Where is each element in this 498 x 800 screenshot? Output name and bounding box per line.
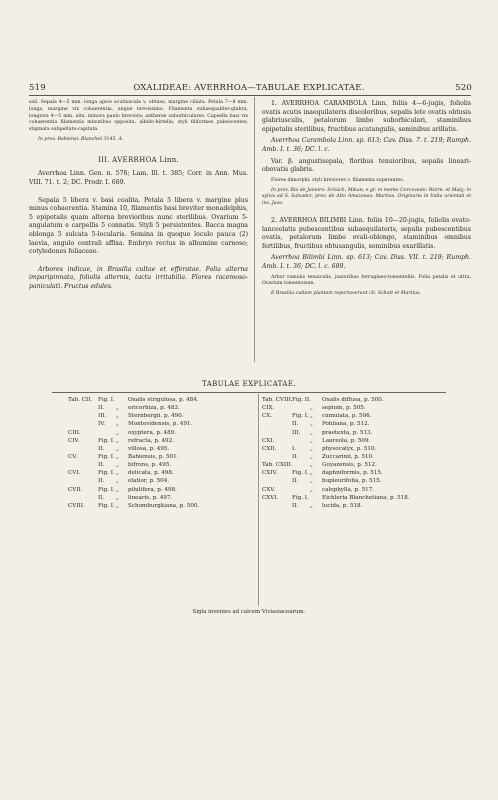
- figure-number: IV.: [98, 421, 106, 428]
- plate-entry: [68, 445, 258, 453]
- species-2-reference: Averrhoa Bilimbi Linn. sp. 613; Cav. Diss. VII. t. 219; Rumph. Amb. I. t. 36; DC. l. c. 689.: [262, 254, 471, 270]
- plate-entry: [68, 494, 258, 502]
- species-name: linearis, p. 497.: [128, 494, 173, 501]
- plate-number: CXVI.: [262, 494, 279, 501]
- species-name: lucida, p. 518.: [322, 502, 363, 509]
- plate-entry: [68, 486, 258, 494]
- plate-entry: [68, 469, 258, 477]
- plate-entry: [262, 486, 452, 494]
- species-2-diagnosis: 2. AVERRHOA BILIMBI Linn. foliis 10—20-jugis, foliolis ovato-lanceolatis pubescentibus subaequilateris, sepalis pubescentibus ovatis, petalorum limbo ovali-oblongo, staminibus omnibus fertilibus, fructibus obtusangulis, seminibus exarillatis.: [262, 216, 471, 250]
- species-name: Zuccarinii, p. 510.: [322, 453, 374, 460]
- figure-number: Fig. I.: [292, 470, 309, 477]
- ditto-mark: „: [310, 413, 313, 420]
- species-2-locality: E Brasilia cultam plantam reportaverunt cll. Schott et Martius.: [271, 291, 421, 297]
- plate-entry: [262, 437, 452, 445]
- ditto-mark: „: [310, 486, 313, 493]
- ditto-mark: „: [116, 413, 119, 420]
- figure-number: I.: [292, 445, 296, 452]
- ditto-mark: „: [310, 470, 313, 477]
- ditto-mark: „: [116, 421, 119, 428]
- ditto-mark: „: [116, 453, 119, 460]
- plate-number: CIX.: [262, 405, 275, 412]
- plate-entry: [68, 477, 258, 485]
- plate-entry: [68, 461, 258, 469]
- tabulae-left-list: [68, 396, 258, 510]
- genus-note: Arbores indicae, in Brasilia cultae et efferatae. Folia alterna imparipinnata, foliolis alternis, tactu irritabilia. Flores racemoso-paniculati. Fructus edules.: [29, 265, 248, 290]
- plate-entry: [68, 453, 258, 461]
- species-name: pilulifera, p. 498.: [128, 486, 177, 493]
- species-2-description: Arbor ramulis tenuiculis, junioribus ferrugineo-tomentellis. Folia petalis et ultra. Ovarium tomentosum.: [262, 274, 471, 287]
- species-1-reference: Averrhoa Carambola Linn. sp. 613; Cav. Diss. 7. t. 219; Rumph. Amb. I. t. 36; DC. l. c.: [262, 137, 471, 153]
- figure-number: Fig. I.: [98, 437, 115, 444]
- right-column: [262, 100, 471, 301]
- plate-entry: [262, 412, 452, 420]
- species-name: ericorhiza, p. 483.: [128, 405, 180, 412]
- plate-number: CV.: [68, 453, 78, 460]
- figure-number: III.: [98, 413, 107, 420]
- species-name: bifrons, p. 495.: [128, 462, 172, 469]
- ditto-mark: „: [310, 437, 313, 444]
- species-name: delicata, p. 498.: [128, 470, 174, 477]
- ditto-mark: „: [116, 445, 119, 452]
- genus-heading: III. AVERRHOA Linn.: [97, 155, 180, 164]
- genus-reference: Averrhoa Linn. Gen. n. 576; Lam. Ill. t. 385; Corr. in Ann. Mus. VIII. 71. t. 2; DC. Prodr. I. 689.: [29, 170, 248, 186]
- ditto-mark: „: [116, 470, 119, 477]
- species-name: calophylla, p. 517.: [322, 486, 375, 493]
- plate-number: CIII.: [68, 429, 81, 436]
- ditto-mark: „: [310, 429, 313, 436]
- tabulae-rule: [52, 392, 446, 393]
- species-name: Goyazensis, p. 512.: [322, 462, 377, 469]
- species-1-locality: In prov. Rio de Janeiro: Schüch, Mikan; e gr. in monte Corcovado: Warm. et Maly; in sylvis ad S. Salvador, prov. de Alto Amazonas: Martius. Originaria in India orientali et ins. Java.: [262, 187, 471, 207]
- header-rule: [29, 95, 471, 96]
- species-name: bupleurifolia, p. 515.: [322, 478, 382, 485]
- plate-number: CVII.: [68, 486, 83, 493]
- plate-entry: [262, 429, 452, 437]
- tabulae-divider: [258, 394, 259, 606]
- plate-entry: [68, 502, 258, 510]
- ditto-mark: „: [116, 486, 119, 493]
- plate-entry: [68, 404, 258, 412]
- species-name: Eichleria Blanchetiana, p. 518.: [322, 494, 410, 501]
- plate-entry: [262, 445, 452, 453]
- figure-number: II.: [292, 478, 299, 485]
- plate-number: CXIV.: [262, 470, 278, 477]
- plate-number: CXV.: [262, 486, 276, 493]
- species-1-diagnosis: 1. AVERRHOA CARAMBOLA Linn. foliis 4—6-jugis, foliolis ovatis acutis inaequilateris discoloribus, sepalis lete ovatis obtusis glabriusculis, petalorum limbo suborbiculari, staminibus epipetalis sterilibus, fructibus acutangulis, seminibus arillatis.: [262, 100, 471, 133]
- figure-number: Fig. I.: [98, 470, 115, 477]
- ditto-mark: „: [310, 462, 313, 469]
- figure-number: Fig. I.: [98, 486, 115, 493]
- plate-entry: [262, 494, 452, 502]
- species-name: daphniformis, p. 515.: [322, 470, 383, 477]
- plate-number: CVIII.: [68, 502, 85, 509]
- plate-entry: [262, 396, 452, 404]
- ditto-mark: „: [116, 429, 119, 436]
- species-name: Sternbergii. p. 490.: [128, 413, 184, 420]
- figure-number: Fig. II.: [292, 397, 312, 403]
- species-name: Montevidensis, p. 491.: [128, 421, 193, 428]
- plate-number: CXII.: [262, 445, 277, 452]
- figure-number: II.: [98, 462, 105, 469]
- plate-entry: [262, 404, 452, 412]
- species-name: Oxalis strigulosa, p. 484.: [128, 397, 199, 403]
- tabulae-right-list: [262, 396, 452, 510]
- page-number-right: 520: [455, 83, 472, 93]
- figure-number: II.: [98, 445, 105, 452]
- species-name: sepium, p. 505.: [322, 405, 366, 412]
- ditto-mark: „: [310, 453, 313, 460]
- column-divider: [254, 97, 255, 362]
- plate-entry: [262, 502, 452, 510]
- plate-number: CX.: [262, 413, 273, 420]
- figure-number: Fig. I.: [98, 453, 115, 460]
- figure-number: II.: [98, 478, 105, 485]
- figure-number: II.: [292, 502, 299, 509]
- ditto-mark: „: [116, 478, 119, 485]
- ditto-mark: „: [310, 478, 313, 485]
- plate-number: Tab. CVIII.: [262, 397, 293, 403]
- plate-entry: [68, 437, 258, 445]
- species-name: Schomburgkiana, p. 500.: [128, 502, 200, 509]
- plate-number: Tab. CII.: [68, 397, 93, 403]
- figure-number: II.: [292, 453, 299, 460]
- species-1-variety: Var. β. angustisepala, floribus tenuioribus, sepalis lineari-obovatis glabris.: [262, 157, 471, 174]
- figure-number: Fig. I.: [292, 494, 309, 501]
- ditto-mark: „: [116, 502, 119, 509]
- species-name: elatior, p. 504.: [128, 478, 170, 485]
- plate-entry: [68, 412, 258, 420]
- plate-number: CIV.: [68, 437, 80, 444]
- plate-number: Tab. CXIII.: [262, 462, 293, 469]
- sigla-note: Sigla invenies ad calcem Viviasiacearum.: [192, 609, 306, 615]
- plate-number: CXI.: [262, 437, 275, 444]
- ditto-mark: „: [116, 462, 119, 469]
- page-title: OXALIDEAE: AVERRHOA—TABULAE EXPLICATAE.: [133, 83, 365, 93]
- species-name: Laureola, p. 509.: [322, 437, 371, 444]
- species-name: Bahiensis, p. 501.: [128, 453, 179, 460]
- continued-description: sali. Sepala 4—5 mm. longa apice acutiuscula v. obtusa, margine ciliata. Petala 7—8 mm. longa, margine vix cohaerentia, ungue brevissimo. Filamenta subaequaliter-glabra, longiora 4—5 mm. alta, minora paulo breviora; antherae suborbiculares. Capsella basi vix cohaerentia filamentis minutibus opposita, albido-hirtella; styli filiformes pubescentes; stigmata subpeltato-capitata.: [29, 100, 248, 133]
- ditto-mark: „: [116, 405, 119, 412]
- ditto-mark: „: [310, 502, 313, 509]
- plate-entry: [68, 396, 258, 404]
- figure-number: Fig. I.: [292, 413, 309, 420]
- plate-entry: [68, 429, 258, 437]
- species-name: Oxalis diffusa, p. 500.: [322, 397, 384, 403]
- locality-reference: In prov. Bahiensi: Blanchet 3145. A.: [38, 136, 124, 142]
- species-name: physocalyx, p. 510.: [322, 445, 377, 452]
- figure-number: Fig. I.: [98, 397, 115, 403]
- plate-entry: [262, 461, 452, 469]
- species-name: cumulata, p. 506.: [322, 413, 372, 420]
- ditto-mark: „: [310, 445, 313, 452]
- plate-entry: [262, 453, 452, 461]
- species-name: praetexta, p. 513.: [322, 429, 373, 436]
- figure-number: II.: [98, 494, 105, 501]
- plate-entry: [262, 477, 452, 485]
- species-name: oxyptera, p. 489.: [128, 429, 176, 436]
- species-name: Pohliana, p. 512.: [322, 421, 370, 428]
- ditto-mark: „: [116, 494, 119, 501]
- figure-number: Fig. I.: [98, 502, 115, 509]
- species-name: refracta, p. 492.: [128, 437, 174, 444]
- figure-number: II.: [98, 405, 105, 412]
- figure-number: III.: [292, 429, 301, 436]
- ditto-mark: „: [310, 405, 313, 412]
- species-1-flores: Flores dimorphi: styli breviores v. filamenta superantes.: [271, 177, 405, 183]
- species-name: villosa, p. 495.: [128, 445, 170, 452]
- plate-entry: [262, 469, 452, 477]
- tabulae-title: TABULAE EXPLICATAE.: [202, 380, 296, 388]
- ditto-mark: „: [310, 421, 313, 428]
- page-number-left: 519: [29, 83, 46, 93]
- plate-entry: [68, 420, 258, 428]
- left-column: [29, 100, 248, 295]
- ditto-mark: „: [116, 437, 119, 444]
- plate-number: CVI.: [68, 470, 81, 477]
- plate-entry: [262, 420, 452, 428]
- figure-number: II.: [292, 421, 299, 428]
- genus-description: Sepala 5 libera v. basi coalita. Petala 5 libera v. margine plus minus cohaerentia. Stamina 10, filamentis basi breviter monadelphis, 5 epipetalis quam alterna brevioribus nunc sterilibus. Ovarium 5-angulatum e carpellis 5 connatis. Styli 5 persistentes. Bacca magna oblonga 5 sulcata 5-locularis. Semina in quoque loculo pauca (2) laevia, angulo centrali affixa. Embryo rectus in albumine carnoso; cotyledones foliaceae.: [29, 196, 248, 256]
